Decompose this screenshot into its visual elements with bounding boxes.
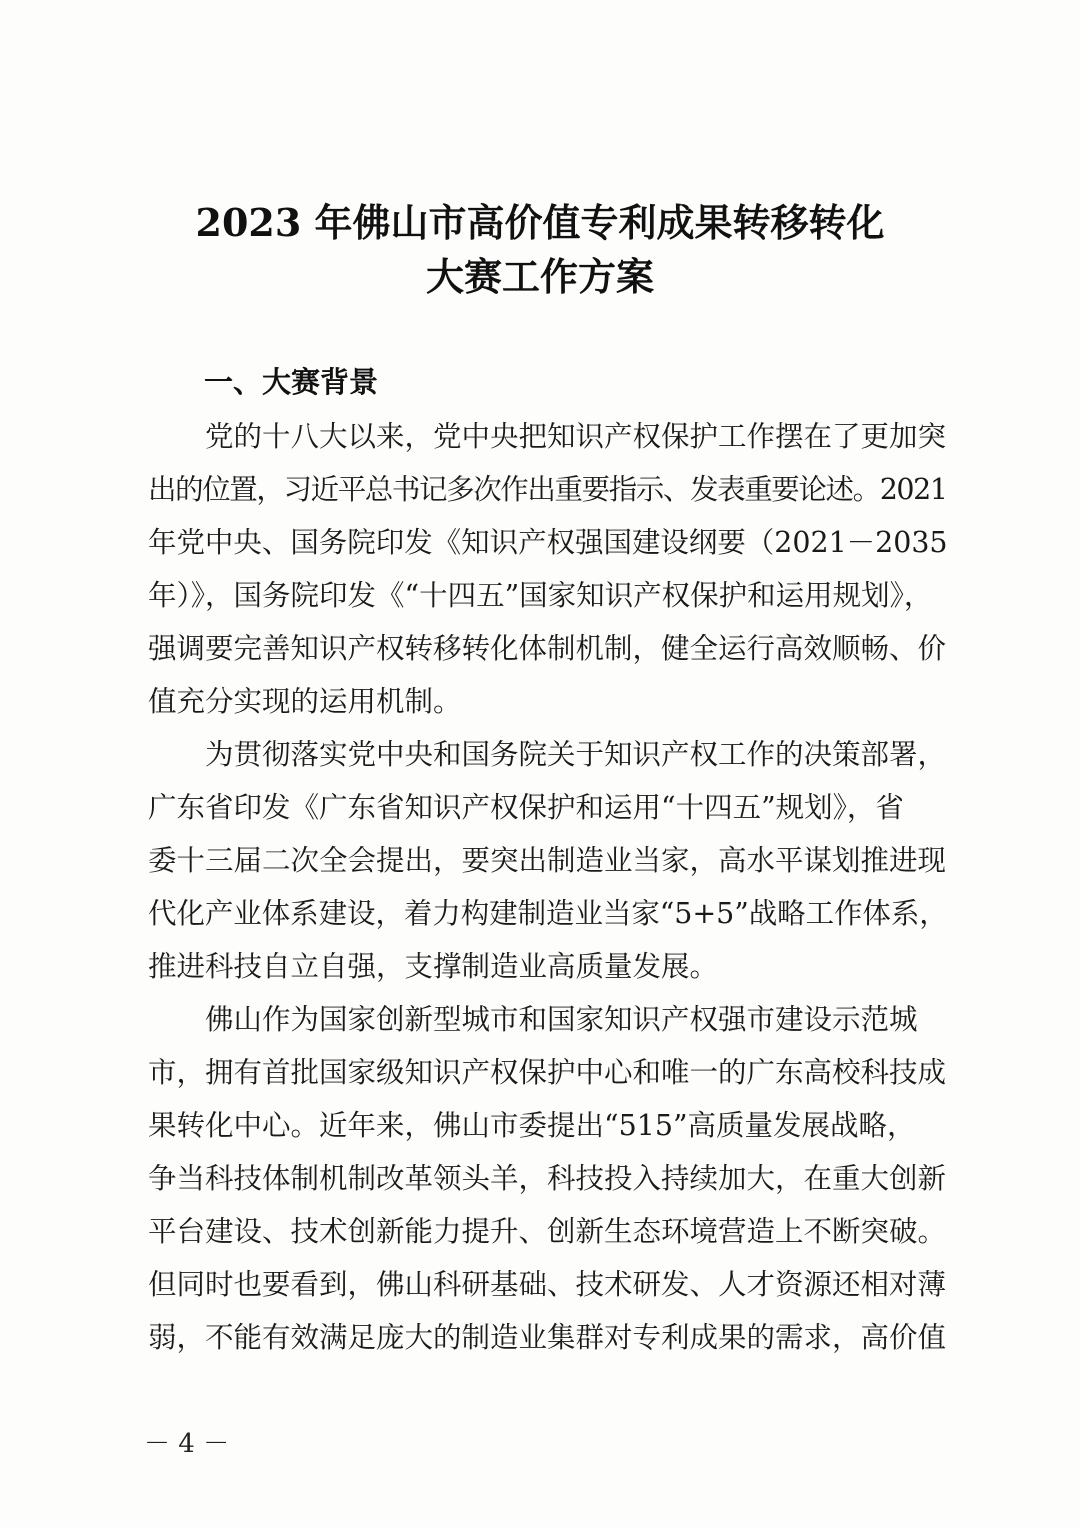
paragraph-2-line-2: 广东省印发《广东省知识产权保护和运用“十四五”规划》，省 <box>148 791 904 824</box>
paragraph-2-line-3: 委十三届二次全会提出，要突出制造业当家，高水平谋划推进现 <box>148 844 947 877</box>
paragraph-3-line-7: 弱，不能有效满足庞大的制造业集群对专利成果的需求，高价值 <box>148 1321 947 1354</box>
page-number: － 4 － <box>144 1429 230 1459</box>
paragraph-1-line-3: 年党中央、国务院印发《知识产权强国建设纲要（2021－2035 <box>148 526 948 559</box>
paragraph-1-line-1: 党的十八大以来，党中央把知识产权保护工作摆在了更加突 <box>148 420 947 453</box>
paragraph-3-line-4: 争当科技体制机制改革领头羊，科技投入持续加大，在重大创新 <box>148 1162 947 1195</box>
paragraph-3-line-3: 果转化中心。近年来，佛山市委提出“515”高质量发展战略， <box>148 1109 916 1142</box>
paragraph-1-line-4: 年）》，国务院印发《“十四五”国家知识产权保护和运用规划》， <box>148 579 933 612</box>
paragraph-1-line-6: 值充分实现的运用机制。 <box>148 685 462 718</box>
paragraph-1-line-5: 强调要完善知识产权转移转化体制机制，健全运行高效顺畅、价 <box>148 632 947 665</box>
paragraph-3-line-1: 佛山作为国家创新型城市和国家知识产权强市建设示范城 <box>148 1003 918 1036</box>
paragraph-2-line-5: 推进科技自立自强，支撑制造业高质量发展。 <box>148 950 719 983</box>
paragraph-3-line-2: 市，拥有首批国家级知识产权保护中心和唯一的广东高校科技成 <box>148 1056 947 1089</box>
paragraph-2-line-1: 为贯彻落实党中央和国务院关于知识产权工作的决策部署， <box>148 738 947 771</box>
paragraph-1-line-2: 出的位置，习近平总书记多次作出重要指示、发表重要论述。2021 <box>148 473 947 506</box>
document-title-line-1: 2023 年佛山市高价值专利成果转移转化 <box>195 200 885 245</box>
document-title-line-2: 大赛工作方案 <box>425 254 654 299</box>
section-heading-background: 一、大赛背景 <box>204 365 379 399</box>
paragraph-3-line-6: 但同时也要看到，佛山科研基础、技术研发、人才资源还相对薄 <box>148 1268 947 1301</box>
paragraph-2-line-4: 代化产业体系建设，着力构建制造业当家“5+5”战略工作体系， <box>148 897 948 930</box>
paragraph-3-line-5: 平台建设、技术创新能力提升、创新生态环境营造上不断突破。 <box>148 1215 947 1248</box>
